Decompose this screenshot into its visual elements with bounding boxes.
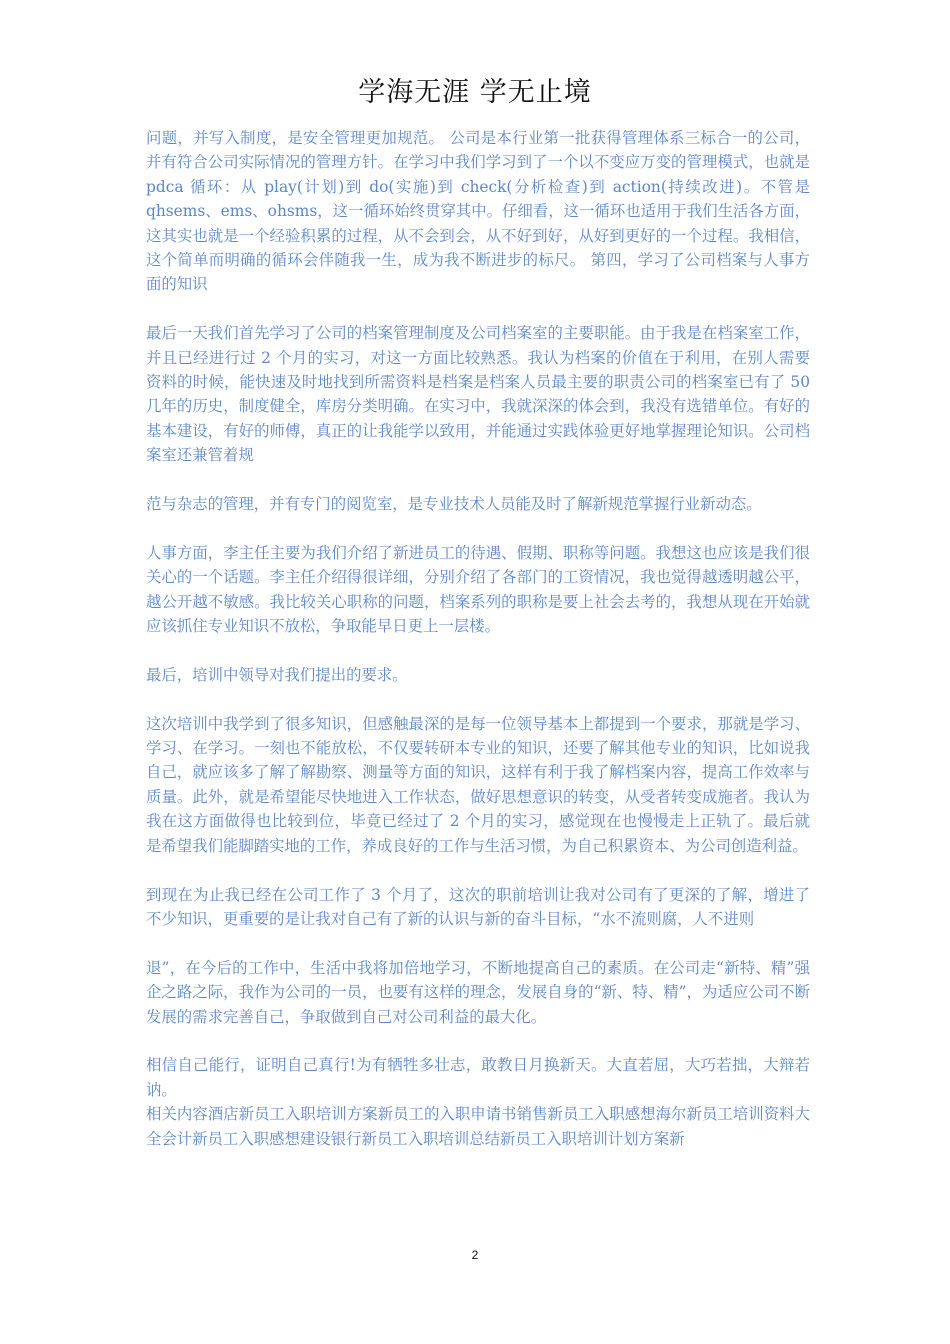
paragraph-6: 这次培训中我学到了很多知识，但感触最深的是每一位领导基本上都提到一个要求，那就是学习、学习、在学习。一刻也不能放松，不仅要转研本专业的知识，还要了解其他专业的知识，比如说我自己，就应该多了解了解勘察、测量等方面的知识，这样有利于我了解档案内容，提高工作效率与质量。此外，就是希望能尽快地进入工作状态，做好思想意识的转变，从受者转变成施者。我认为我在这方面做得也比较到位，毕竟已经过了 2 个月的实习，感觉现在也慢慢走上正轨了。最后就是希望我们能脚踏实地的工作，养成良好的工作与生活习惯，为自己积累资本、为公司创造利益。: [146, 714, 810, 855]
page-title: 学海无涯 学无止境: [358, 77, 592, 108]
related-content: 相关内容酒店新员工入职培训方案新员工的入职申请书销售新员工入职感想海尔新员工培训资料大全会计新员工入职感想建设银行新员工入职培训总结新员工入职培训计划方案新: [146, 1105, 810, 1148]
document-body: [146, 126, 810, 1151]
paragraph-9: 相信自己能行，证明自己真行!为有牺牲多壮志，敢教日月换新天。大直若屈，大巧若拙，大辩若讷。: [146, 1056, 810, 1099]
paragraph-2: 最后一天我们首先学习了公司的档案管理制度及公司档案室的主要职能。由于我是在档案室工作，并且已经进行过 2 个月的实习，对这一方面比较熟悉。我认为档案的价值在于利用，在别人需要资料的时候，能快速及时地找到所需资料是档案是档案人员最主要的职责公司的档案室已有了 50 几年的历史，制度健全，库房分类明确。在实习中，我就深深的体会到，我没有选错单位。有好的基本建设，有好的师傅，真正的让我能学以致用，并能通过实践体验更好地掌握理论知识。公司档案室还兼管着规: [146, 324, 810, 465]
paragraph-3: 范与杂志的管理，并有专门的阅览室，是专业技术人员能及时了解新规范掌握行业新动态。: [146, 495, 762, 514]
paragraph-5: 最后，培训中领导对我们提出的要求。: [146, 665, 408, 684]
page-number: 2: [471, 1248, 479, 1262]
paragraph-4: 人事方面，李主任主要为我们介绍了新进员工的待遇、假期、职称等问题。我想这也应该是我们很关心的一个话题。李主任介绍得很详细，分别介绍了各部门的工资情况，我也觉得越透明越公平，越公开越不敏感。我比较关心职称的问题，档案系列的职称是要上社会去考的，我想从现在开始就应该抓住专业知识不放松，争取能早日更上一层楼。: [146, 543, 810, 636]
paragraph-7: 到现在为止我已经在公司工作了 3 个月了，这次的职前培训让我对公司有了更深的了解，增进了不少知识，更重要的是让我对自己有了新的认识与新的奋斗目标，“水不流则腐，人不进则: [146, 885, 810, 928]
paragraph-1: 问题，并写入制度，是安全管理更加规范。 公司是本行业第一批获得管理体系三标合一的公司，并有符合公司实际情况的管理方针。在学习中我们学习到了一个以不变应万变的管理模式，也就是 pdca 循环：从 play(计划)到 do(实施)到 check(分析检查)到 action(持续改进)。不管是 qhsems、ems、ohsms，这一循环始终贯穿其中。仔细看，这一循环也适用于我们生活各方面，这其实也就是一个经验积累的过程，从不会到会，从不好到好，从好到更好的一个过程。我相信，这个简单而明确的循环会伴随我一生，成为我不断进步的标尺。 第四，学习了公司档案与人事方面的知识: [146, 129, 810, 294]
paragraph-8: 退”，在今后的工作中，生活中我将加倍地学习，不断地提高自己的素质。在公司走“新特、精”强企之路之际，我作为公司的一员，也要有这样的理念，发展自身的“新、特、精”，为适应公司不断发展的需求完善自己，争取做到自己对公司利益的最大化。: [146, 958, 810, 1026]
